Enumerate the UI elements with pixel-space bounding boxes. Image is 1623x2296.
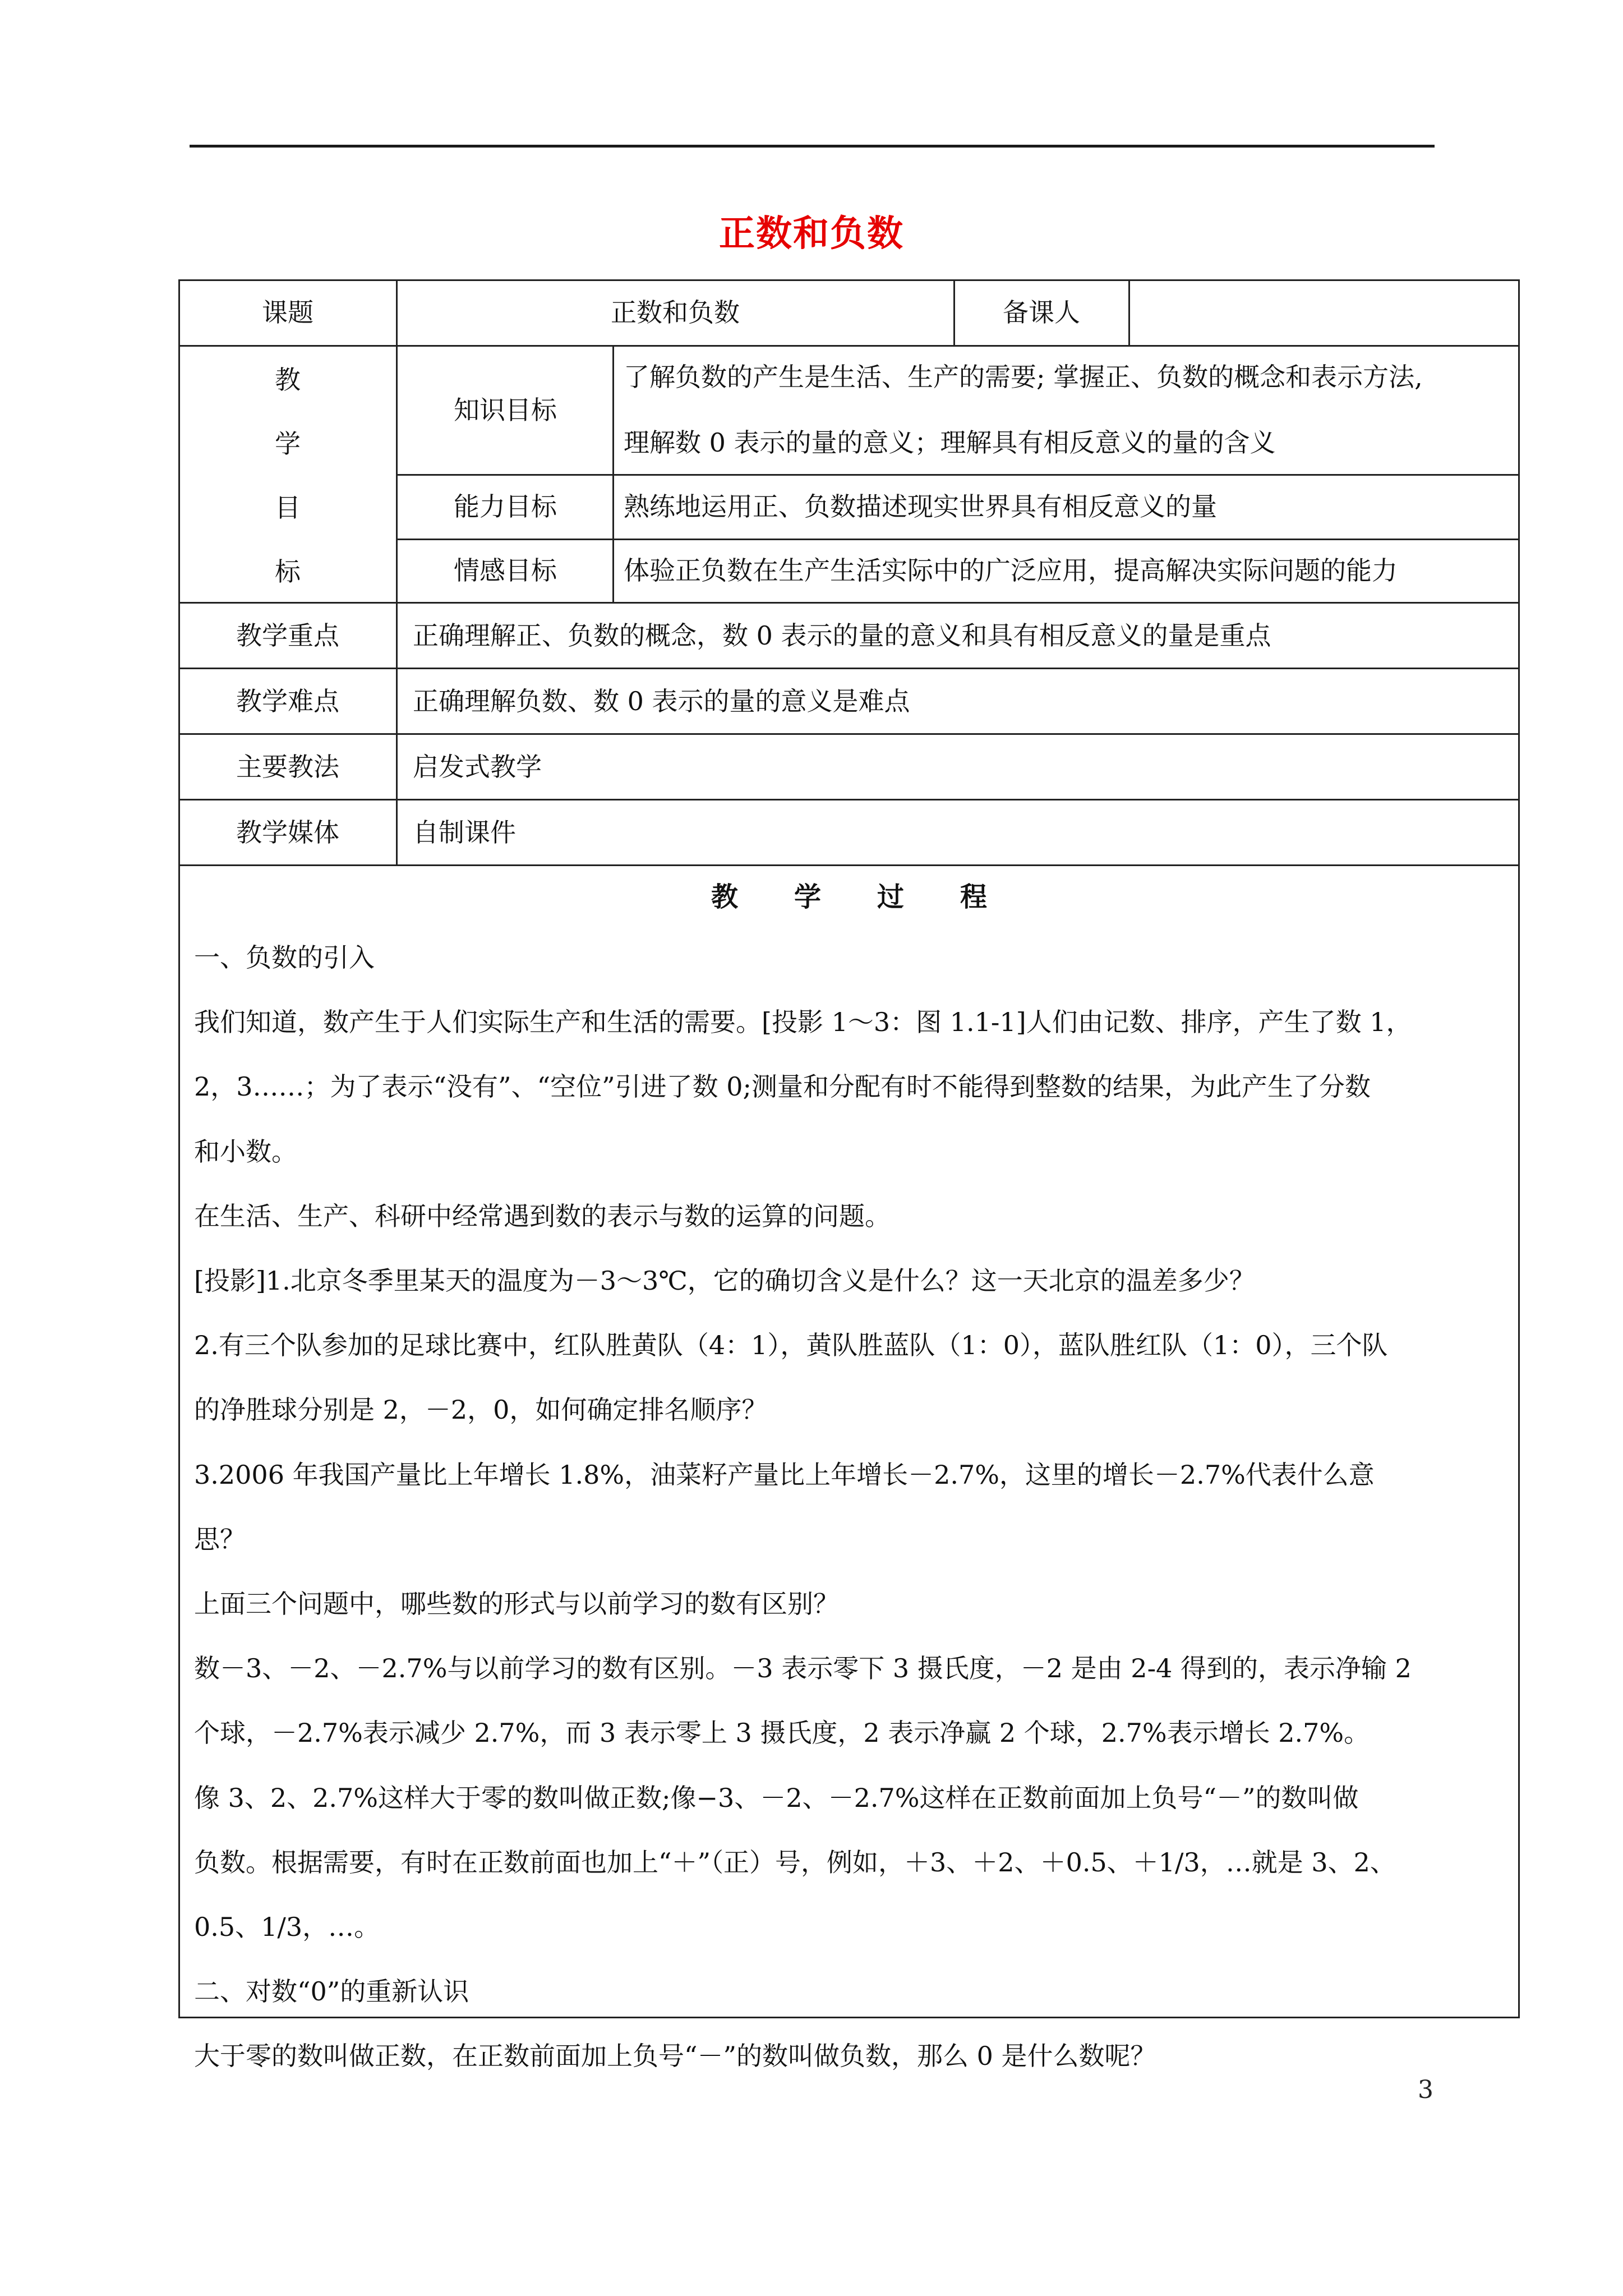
process-line: 2，3……；为了表示“没有”、“空位”引进了数 0;测量和分配有时不能得到整数的结果，为此产生了分数: [194, 1071, 1371, 1102]
process-line: [投影]1.北京冬季里某天的温度为－3～3℃，它的确切含义是什么？这一天北京的温差多少？: [194, 1266, 1255, 1296]
knowledge-objective-line: 了解负数的产生是生活、生产的需要; 掌握正、负数的概念和表示方法,: [624, 362, 1423, 392]
table-rule: [178, 864, 1520, 866]
process-line: 负数。根据需要，有时在正数前面也加上“＋”（正）号，例如，＋3、＋2、＋0.5、＋1/3，…就是 3、2、: [194, 1847, 1396, 1878]
table-rule: [178, 345, 1520, 347]
objectives-label-char: 目: [275, 493, 301, 523]
knowledge-objective-line: 理解数 0 表示的量的意义；理解具有相反意义的量的含义: [624, 427, 1276, 458]
process-line: 个球，－2.7%表示减少 2.7%，而 3 表示零上 3 摄氏度，2 表示净赢 2 个球，2.7%表示增长 2.7%。: [194, 1718, 1370, 1748]
objectives-label-char: 学: [275, 429, 301, 459]
media-label: 教学媒体: [236, 817, 339, 848]
page-number: 3: [1418, 2076, 1433, 2104]
table-rule: [397, 474, 1520, 476]
difficulties-value: 正确理解负数、数 0 表示的量的意义是难点: [413, 686, 910, 716]
process-line: 我们知道，数产生于人们实际生产和生活的需要。[投影 1～3：图 1.1-1]人们由记数、排序，产生了数 1，: [194, 1007, 1412, 1037]
table-rule: [178, 799, 1520, 800]
key-points-label: 教学重点: [236, 620, 339, 651]
table-rule: [1128, 279, 1130, 346]
process-line: 在生活、生产、科研中经常遇到数的表示与数的运算的问题。: [194, 1201, 891, 1231]
table-rule: [178, 602, 1520, 604]
method-label: 主要教法: [236, 752, 339, 782]
section-heading: 一、负数的引入: [194, 942, 375, 973]
process-line: 大于零的数叫做正数，在正数前面加上负号“－”的数叫做负数，那么 0 是什么数呢？: [194, 2041, 1156, 2071]
media-value: 自制课件: [413, 817, 516, 848]
objectives-label-char: 标: [275, 556, 301, 587]
method-value: 启发式教学: [413, 752, 542, 782]
process-line: 0.5、1/3，…。: [194, 1912, 380, 1942]
page-title: 正数和负数: [719, 213, 904, 255]
ability-objective-text: 熟练地运用正、负数描述现实世界具有相反意义的量: [624, 491, 1217, 522]
process-line: 思？: [194, 1524, 246, 1554]
knowledge-objective-label: 知识目标: [454, 395, 557, 425]
key-points-value: 正确理解正、负数的概念，数 0 表示的量的意义和具有相反意义的量是重点: [413, 620, 1271, 651]
process-line: 上面三个问题中，哪些数的形式与以前学习的数有区别？: [194, 1589, 839, 1619]
process-line: 2.有三个队参加的足球比赛中，红队胜黄队（4：1），黄队胜蓝队（1：0），蓝队胜红队（1：0），三个队: [194, 1330, 1388, 1360]
section-heading: 二、对数“0”的重新认识: [194, 1976, 469, 2007]
difficulties-label: 教学难点: [236, 686, 339, 716]
header-rule: [190, 145, 1435, 148]
emotion-objective-text: 体验正负数在生产生活实际中的广泛应用，提高解决实际问题的能力: [624, 555, 1398, 586]
process-line: 像 3、2、2.7%这样大于零的数叫做正数;像−3、－2、－2.7%这样在正数前面加上负号“－”的数叫做: [194, 1783, 1359, 1813]
process-line: 和小数。: [194, 1137, 297, 1167]
process-line: 的净胜球分别是 2，－2，0，如何确定排名顺序？: [194, 1395, 768, 1425]
process-line: 3.2006 年我国产量比上年增长 1.8%，油菜籽产量比上年增长－2.7%，这里的增长－2.7%代表什么意: [194, 1460, 1375, 1490]
table-rule: [178, 668, 1520, 669]
process-heading: 教学过程: [711, 881, 1043, 913]
emotion-objective-label: 情感目标: [454, 555, 557, 586]
table-rule: [397, 539, 1520, 540]
preparer-label: 备课人: [1003, 297, 1080, 328]
table-rule: [178, 733, 1520, 735]
topic-value: 正数和负数: [611, 297, 740, 328]
topic-label: 课题: [262, 297, 313, 328]
process-line: 数－3、－2、－2.7%与以前学习的数有区别。－3 表示零下 3 摄氏度，－2 是由 2-4 得到的，表示净输 2: [194, 1653, 1412, 1683]
lesson-table: [178, 279, 1520, 2018]
objectives-label-char: 教: [275, 365, 301, 395]
ability-objective-label: 能力目标: [454, 491, 557, 522]
